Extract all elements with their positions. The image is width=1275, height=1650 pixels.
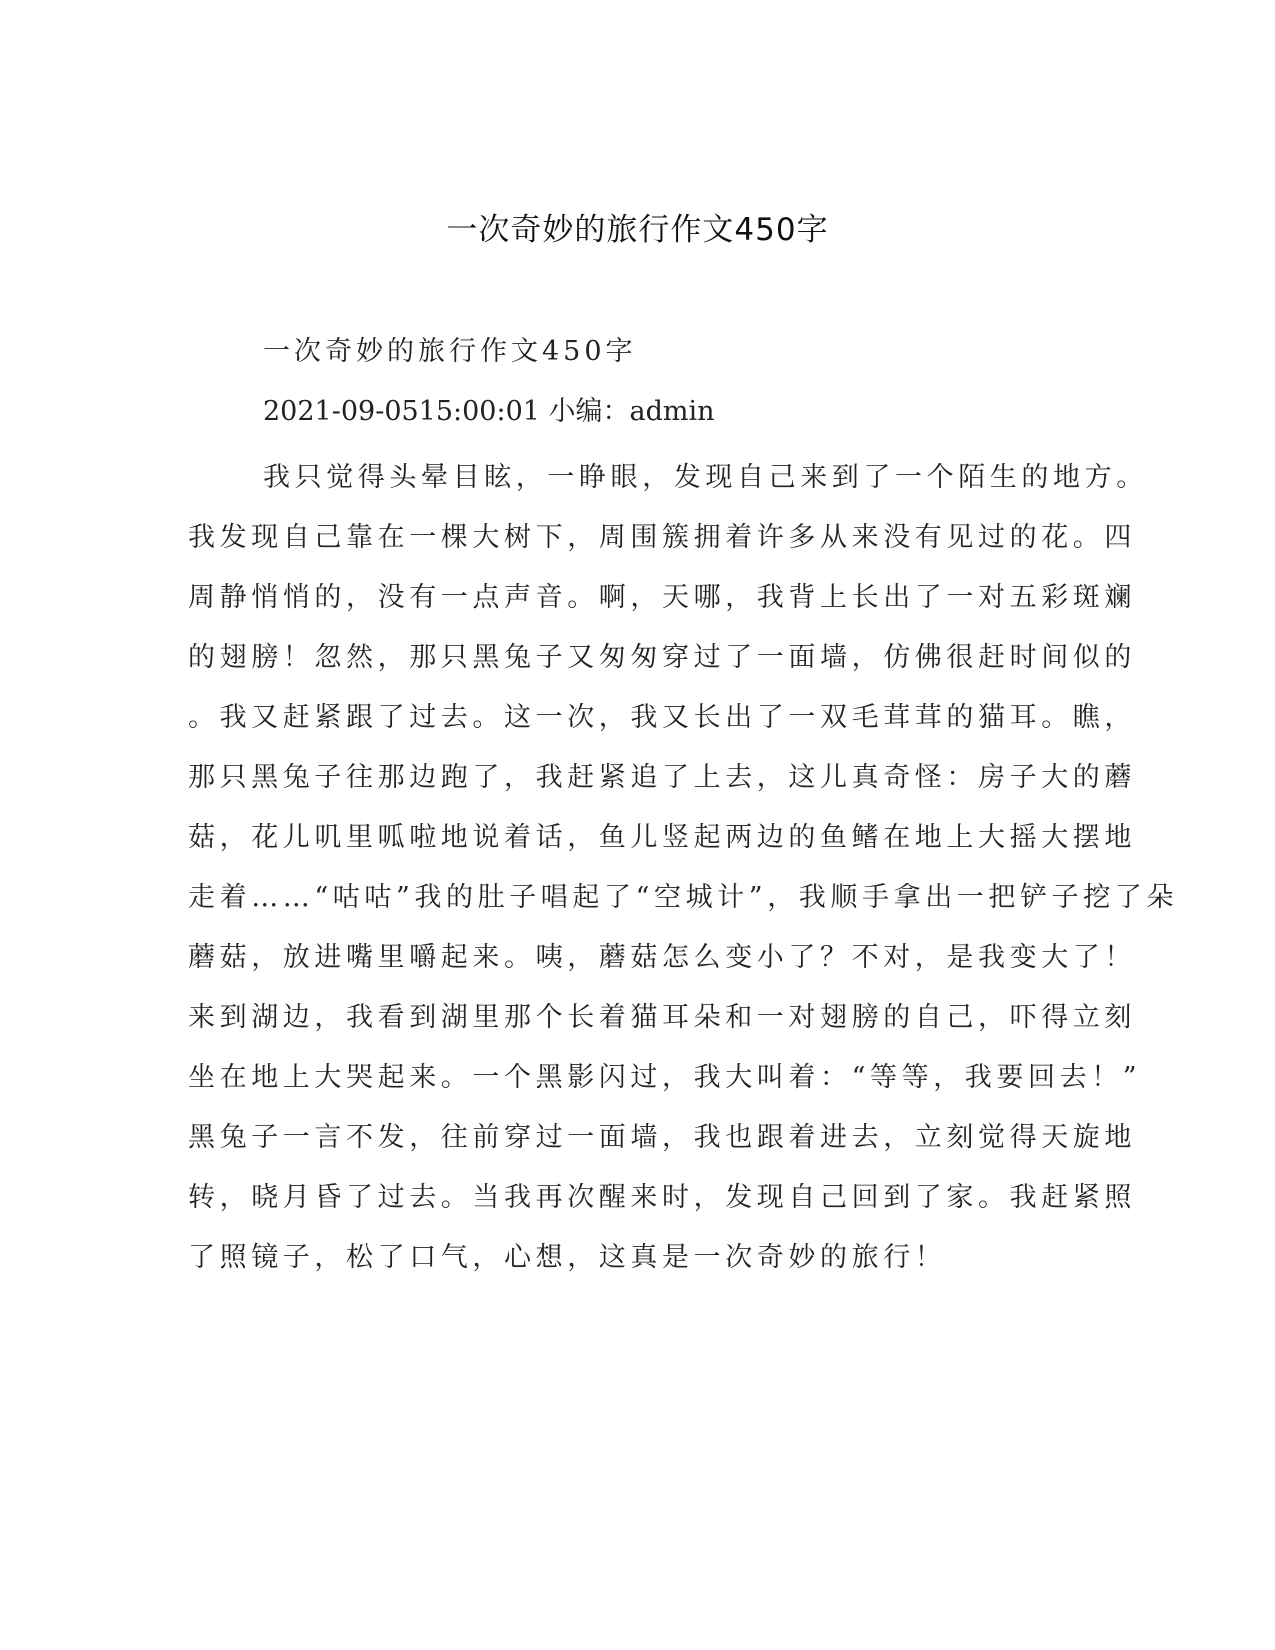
essay-line: 。我又赶紧跟了过去。这一次，我又长出了一双毛茸茸的猫耳。瞧， bbox=[188, 702, 1136, 733]
essay-line: 黑兔子一言不发，往前穿过一面墙，我也跟着进去，立刻觉得天旋地 bbox=[188, 1122, 1136, 1153]
essay-line: 转，晓月昏了过去。当我再次醒来时，发现自己回到了家。我赶紧照 bbox=[188, 1182, 1136, 1213]
document-title: 一次奇妙的旅行作文450字 bbox=[446, 212, 829, 248]
essay-line: 的翅膀！忽然，那只黑兔子又匆匆穿过了一面墙，仿佛很赶时间似的 bbox=[188, 642, 1136, 673]
document-subtitle: 一次奇妙的旅行作文450字 bbox=[263, 336, 637, 367]
document-meta: 2021-09-0515:00:01 小编：admin bbox=[263, 396, 715, 427]
essay-line: 周静悄悄的，没有一点声音。啊，天哪，我背上长出了一对五彩斑斓 bbox=[188, 582, 1136, 613]
essay-line: 了照镜子，松了口气，心想，这真是一次奇妙的旅行！ bbox=[188, 1242, 947, 1273]
essay-line: 我发现自己靠在一棵大树下，周围簇拥着许多从来没有见过的花。四 bbox=[188, 522, 1136, 553]
essay-line: 来到湖边，我看到湖里那个长着猫耳朵和一对翅膀的自己，吓得立刻 bbox=[188, 1002, 1136, 1033]
essay-line: 坐在地上大哭起来。一个黑影闪过，我大叫着：“等等，我要回去！” bbox=[188, 1062, 1142, 1093]
essay-line: 那只黑兔子往那边跑了，我赶紧追了上去，这儿真奇怪：房子大的蘑 bbox=[188, 762, 1136, 793]
essay-paragraph bbox=[188, 448, 1179, 1288]
essay-line: 菇，花儿叽里呱啦地说着话，鱼儿竖起两边的鱼鳍在地上大摇大摆地 bbox=[188, 822, 1136, 853]
essay-line: 蘑菇，放进嘴里嚼起来。咦，蘑菇怎么变小了？不对，是我变大了！ bbox=[188, 942, 1136, 973]
essay-line: 走着……“咕咕”我的肚子唱起了“空城计”，我顺手拿出一把铲子挖了朵 bbox=[188, 882, 1179, 913]
essay-line: 我只觉得头晕目眩，一睁眼，发现自己来到了一个陌生的地方。 bbox=[263, 462, 1148, 493]
